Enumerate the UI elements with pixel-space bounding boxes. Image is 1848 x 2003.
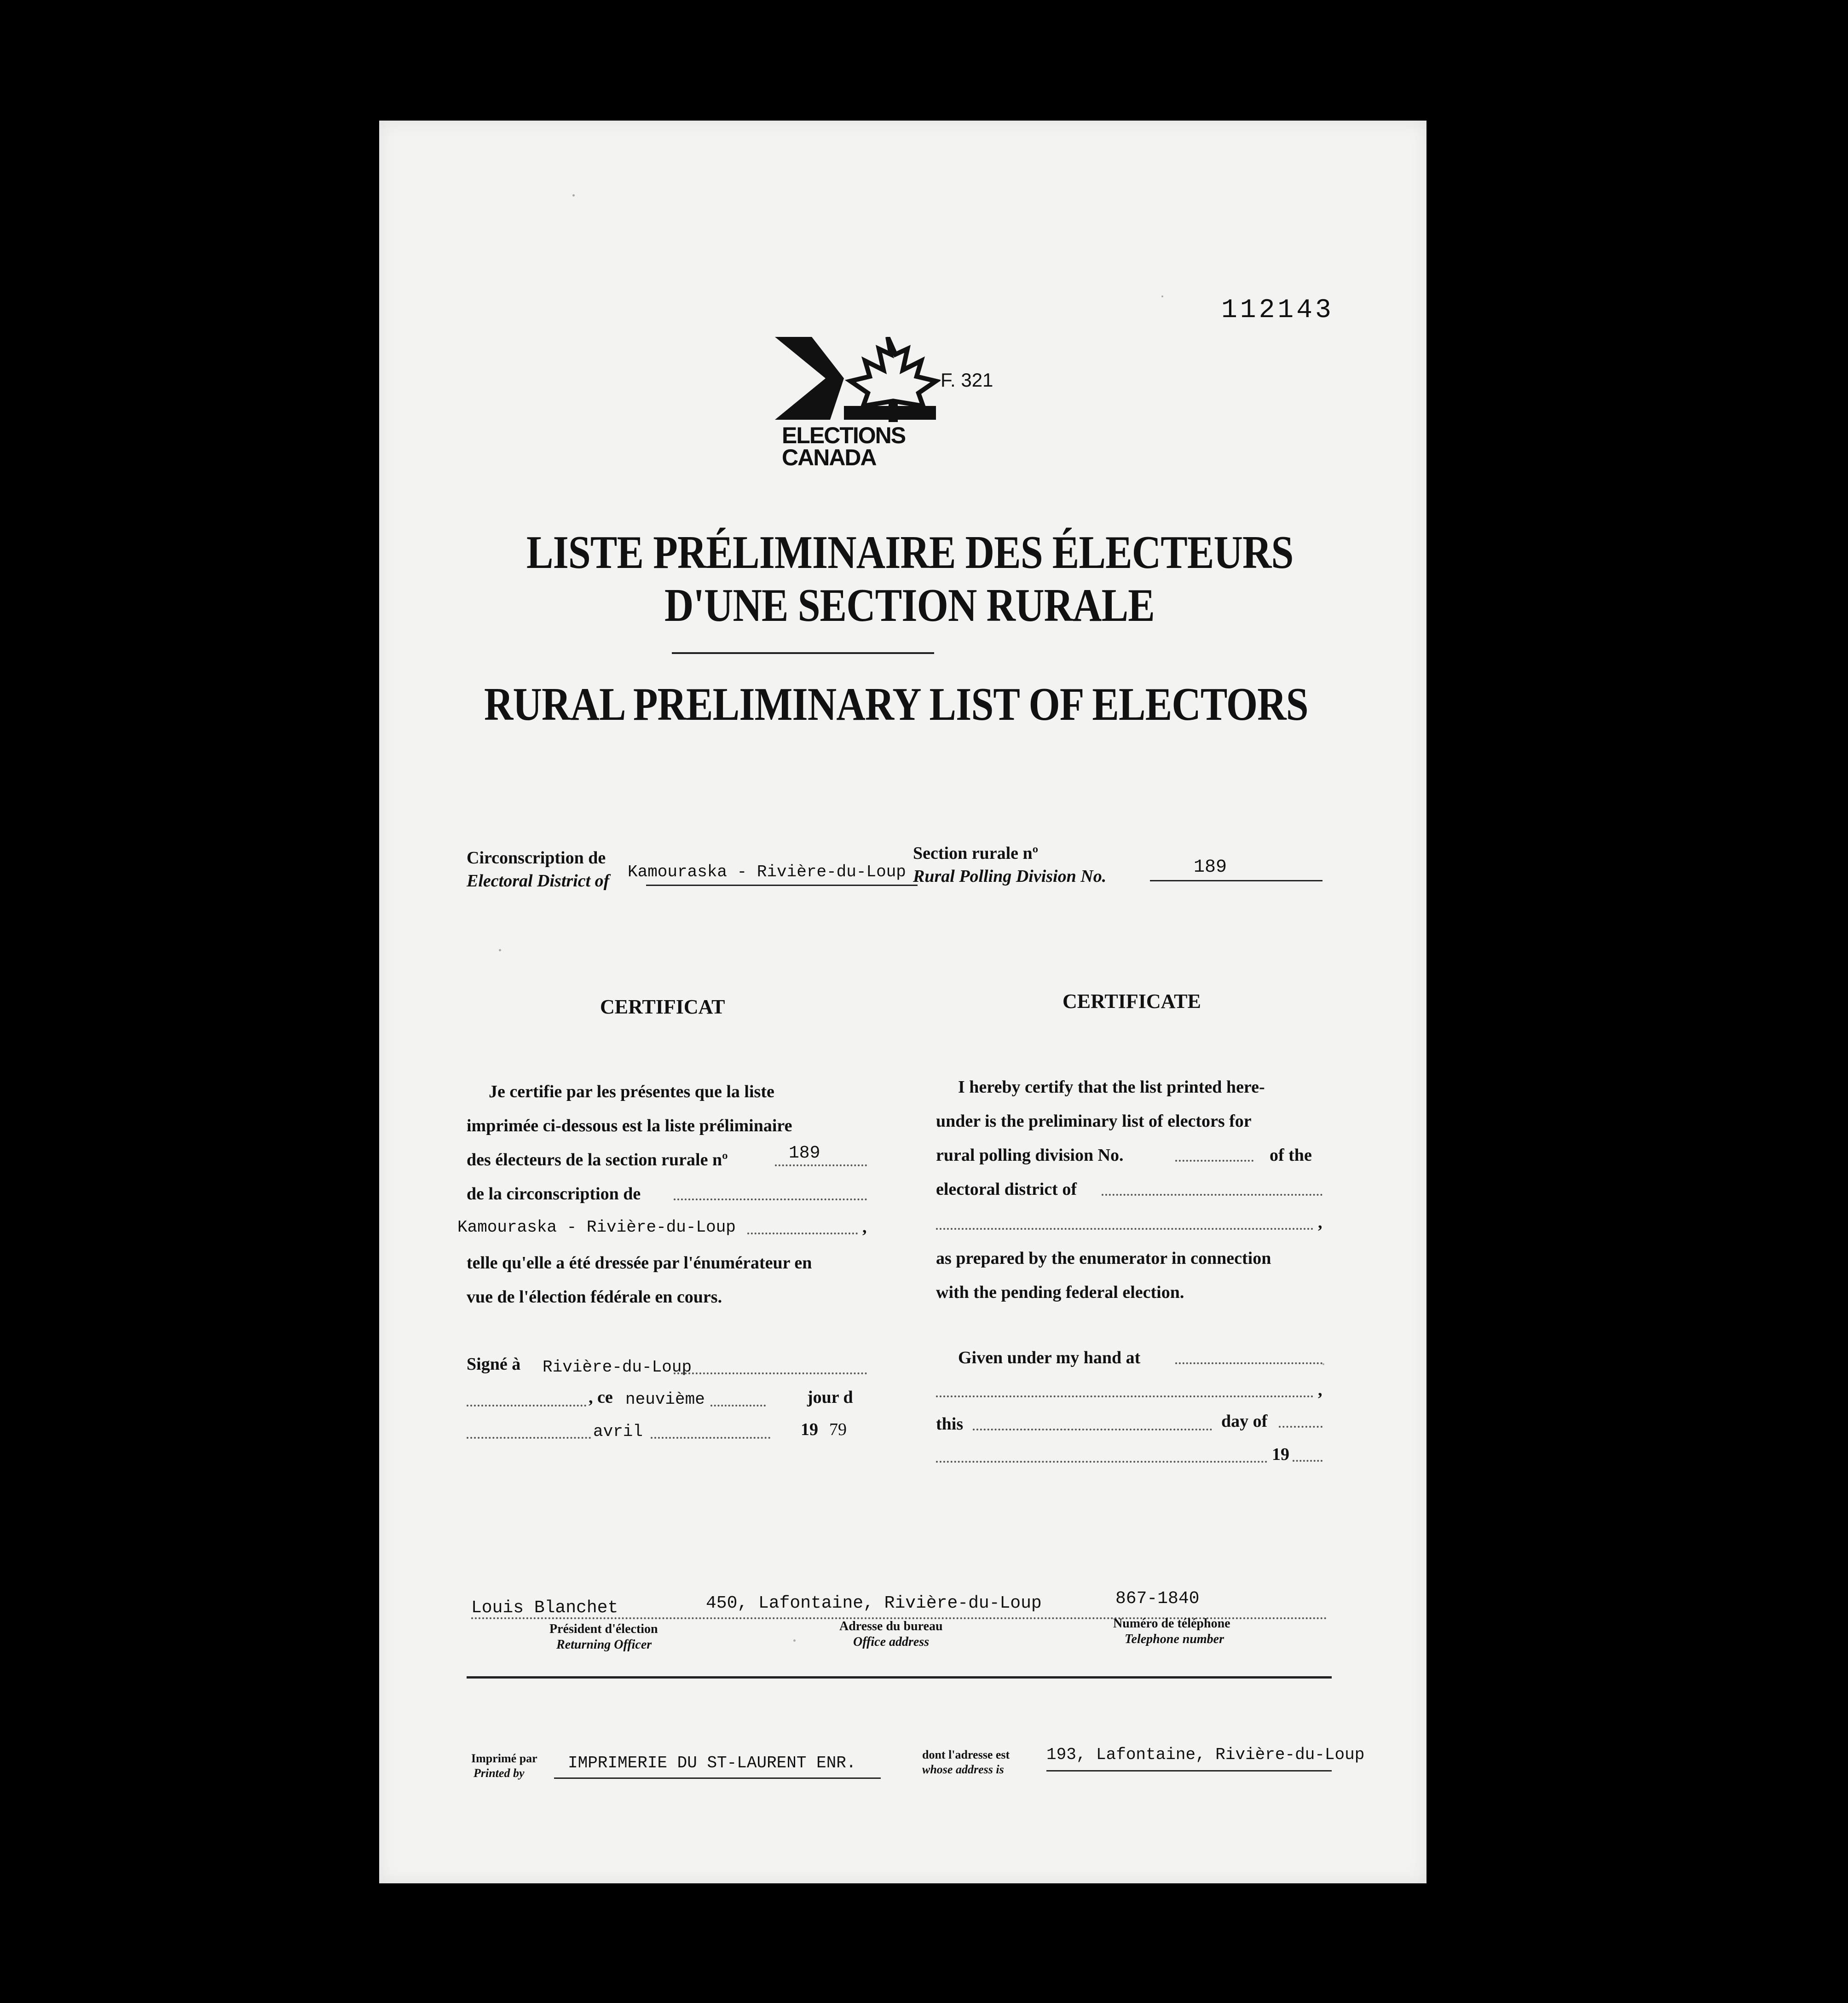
cert-en-line2: under is the preliminary list of electors for bbox=[936, 1111, 1252, 1131]
cert-en-given-dots2 bbox=[936, 1395, 1313, 1397]
cert-en-year-dots2 bbox=[1293, 1460, 1322, 1462]
cert-fr-day-dots bbox=[710, 1405, 766, 1407]
cert-en-year-dots bbox=[936, 1461, 1267, 1463]
cert-en-day-of-dots bbox=[1279, 1426, 1322, 1428]
printer-label-fr: Imprimé par bbox=[471, 1752, 537, 1765]
logo-line1: ELECTIONS bbox=[782, 423, 906, 448]
cert-fr-ce-dots bbox=[467, 1405, 586, 1407]
cert-fr-jour-label: jour d bbox=[807, 1388, 853, 1407]
cert-fr-line2: imprimée ci-dessous est la liste préliminaire bbox=[467, 1116, 792, 1135]
cert-en-this-label: this bbox=[936, 1414, 964, 1434]
officer-phone-label-en: Telephone number bbox=[1125, 1632, 1224, 1646]
cert-en-division-dots bbox=[1175, 1160, 1253, 1162]
printer-value: IMPRIMERIE DU ST-LAURENT ENR. bbox=[568, 1754, 856, 1772]
officer-address-label-fr: Adresse du bureau bbox=[839, 1619, 943, 1633]
officer-phone-label-fr: Numéro de téléphone bbox=[1113, 1616, 1230, 1631]
cert-fr-signed-dots bbox=[674, 1372, 867, 1374]
cert-fr-line4: de la circonscription de bbox=[467, 1184, 641, 1204]
form-code: F. 321 bbox=[941, 369, 993, 391]
certificat-heading: CERTIFICAT bbox=[600, 996, 725, 1018]
district-underline bbox=[646, 885, 918, 886]
title-fr-line2: D'UNE SECTION RURALE bbox=[664, 579, 1155, 631]
cert-fr-line1: Je certifie par les présentes que la liste bbox=[489, 1082, 774, 1101]
printer-address-value: 193, Lafontaine, Rivière-du-Loup bbox=[1046, 1745, 1365, 1764]
cert-en-day-of-label: day of bbox=[1221, 1412, 1268, 1431]
cert-en-given-end: , bbox=[1318, 1380, 1322, 1400]
title-en: RURAL PRELIMINARY LIST OF ELECTORS bbox=[484, 678, 1308, 730]
officer-name-value: Louis Blanchet bbox=[471, 1598, 618, 1618]
logo-text bbox=[782, 424, 905, 469]
officer-name-label-fr: Président d'élection bbox=[549, 1622, 658, 1636]
district-value: Kamouraska - Rivière-du-Loup bbox=[628, 863, 906, 881]
cert-fr-signed-place: Rivière-du-Loup bbox=[543, 1358, 692, 1377]
cert-fr-district-dots bbox=[674, 1198, 867, 1200]
cert-en-given-label: Given under my hand at bbox=[958, 1348, 1141, 1367]
cert-fr-line3: des électeurs de la section rurale nº bbox=[467, 1150, 728, 1169]
cert-fr-month-dots bbox=[467, 1437, 591, 1439]
cert-fr-month-dots2 bbox=[651, 1437, 770, 1439]
printer-address-label-fr: dont l'adresse est bbox=[922, 1748, 1010, 1761]
paper-speck bbox=[499, 949, 501, 951]
cert-fr-division-dots bbox=[775, 1164, 867, 1166]
cert-fr-ce-label: , ce bbox=[589, 1388, 613, 1407]
polling-underline bbox=[1150, 880, 1322, 881]
cert-en-district-dots bbox=[1102, 1194, 1322, 1196]
officer-name-label-en: Returning Officer bbox=[556, 1638, 652, 1652]
cert-fr-line5-end: , bbox=[862, 1217, 867, 1237]
printer-label-en: Printed by bbox=[474, 1766, 525, 1780]
paper-speck bbox=[572, 194, 575, 197]
cert-en-line6: as prepared by the enumerator in connection bbox=[936, 1249, 1271, 1268]
printer-address-label-en: whose address is bbox=[922, 1763, 1004, 1776]
serial-number: 112143 bbox=[1221, 295, 1334, 325]
officer-phone-value: 867-1840 bbox=[1115, 1589, 1200, 1609]
polling-value: 189 bbox=[1194, 857, 1227, 878]
cert-fr-year-value: 79 bbox=[829, 1420, 847, 1439]
cert-fr-signed-label: Signé à bbox=[467, 1355, 521, 1374]
cert-en-line4: electoral district of bbox=[936, 1180, 1077, 1199]
certificate-heading: CERTIFICATE bbox=[1063, 990, 1201, 1013]
cert-en-line3: rural polling division No. bbox=[936, 1146, 1124, 1165]
cert-fr-day-value: neuvième bbox=[625, 1390, 705, 1409]
cert-en-line7: with the pending federal election. bbox=[936, 1283, 1184, 1302]
cert-en-district-dots2 bbox=[936, 1228, 1313, 1230]
polling-label-en: Rural Polling Division No. bbox=[913, 867, 1107, 886]
cert-en-given-dots bbox=[1175, 1362, 1322, 1364]
cert-fr-district-dots2 bbox=[747, 1233, 858, 1234]
cert-fr-month-value: avril bbox=[593, 1422, 643, 1441]
cert-en-this-dots bbox=[973, 1429, 1212, 1430]
officer-address-label-en: Office address bbox=[853, 1635, 930, 1649]
officer-address-value: 450, Lafontaine, Rivière-du-Loup bbox=[706, 1593, 1042, 1613]
paper-speck bbox=[793, 1639, 796, 1642]
cert-fr-line6: telle qu'elle a été dressée par l'énumérateur en bbox=[467, 1253, 812, 1273]
printer-address-underline bbox=[1046, 1770, 1332, 1771]
cert-fr-division-value: 189 bbox=[789, 1143, 820, 1163]
polling-label-fr: Section rurale nº bbox=[913, 844, 1039, 863]
district-label-en: Electoral District of bbox=[467, 871, 610, 891]
cert-en-line3-end: of the bbox=[1270, 1146, 1312, 1165]
cert-fr-line7: vue de l'élection fédérale en cours. bbox=[467, 1287, 722, 1307]
cert-en-year-prefix: 19 bbox=[1272, 1445, 1289, 1464]
title-divider bbox=[672, 652, 934, 654]
printer-underline bbox=[554, 1777, 881, 1779]
paper-speck bbox=[1161, 295, 1163, 297]
cert-en-line1: I hereby certify that the list printed here- bbox=[958, 1077, 1265, 1097]
document-page bbox=[379, 121, 1426, 1883]
cert-fr-district-value: Kamouraska - Rivière-du-Loup bbox=[457, 1218, 736, 1237]
officer-divider bbox=[467, 1676, 1332, 1679]
district-label-fr: Circonscription de bbox=[467, 848, 606, 868]
cert-en-line5-end: , bbox=[1318, 1213, 1322, 1232]
paper-speck bbox=[1322, 1363, 1324, 1365]
title-fr-line1: LISTE PRÉLIMINAIRE DES ÉLECTEURS bbox=[526, 527, 1294, 579]
cert-fr-year-prefix: 19 bbox=[801, 1420, 818, 1439]
logo-line2: CANADA bbox=[782, 445, 876, 470]
